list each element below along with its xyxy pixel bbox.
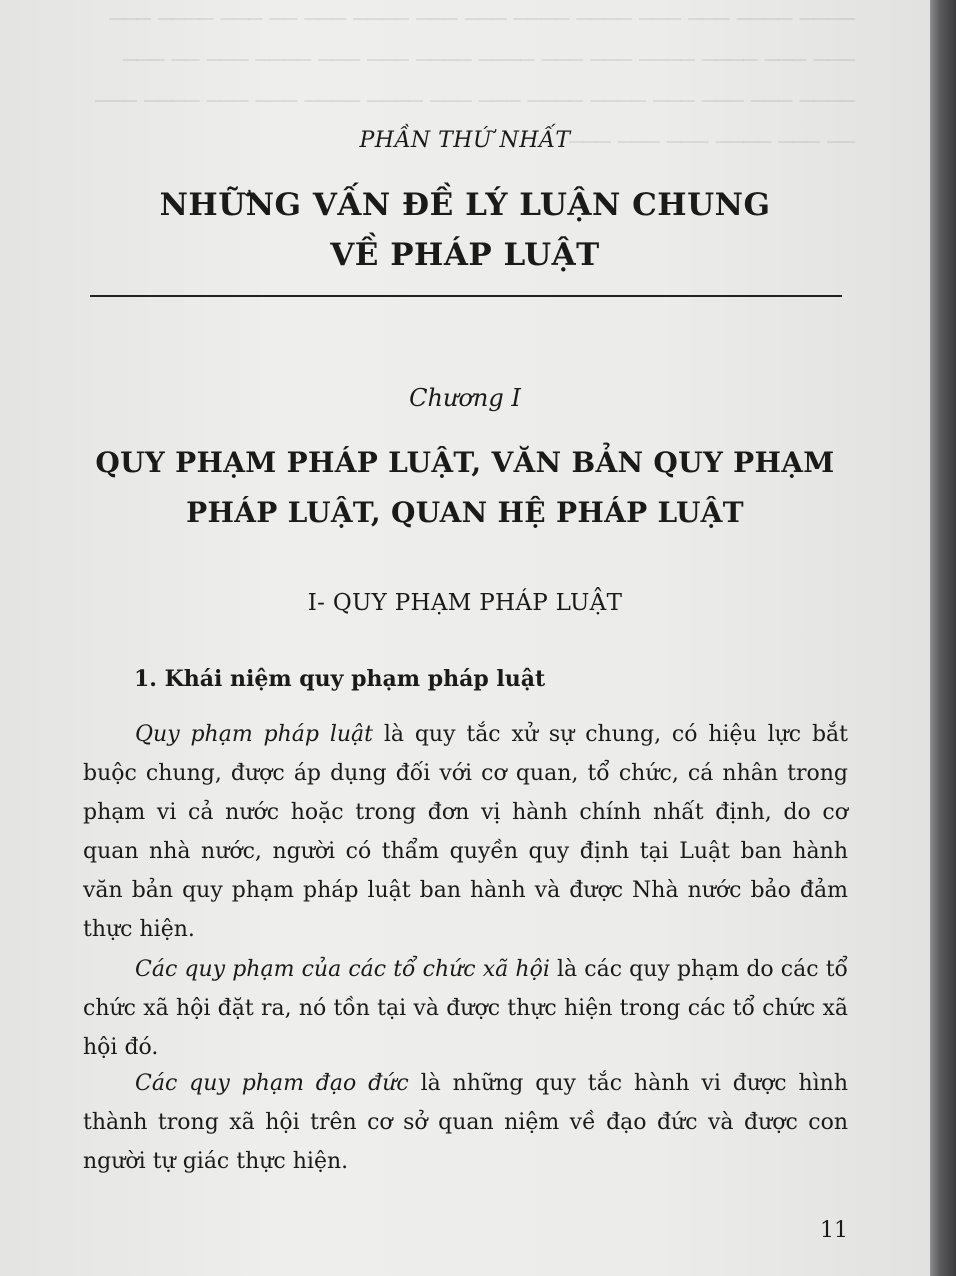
term-legal-norm: Quy phạm pháp luật bbox=[135, 722, 373, 747]
part-label: PHẦN THỨ NHẤT bbox=[359, 128, 571, 153]
book-spine-shadow bbox=[930, 0, 956, 1276]
subsection-title: 1. Khái niệm quy phạm pháp luật bbox=[134, 666, 546, 692]
part-title bbox=[0, 180, 930, 280]
divider-rule bbox=[90, 295, 842, 297]
paragraph-legal-norm bbox=[83, 715, 848, 949]
paragraph-moral-norm bbox=[83, 1064, 848, 1181]
term-social-org-norm: Các quy phạm của các tổ chức xã hội bbox=[135, 957, 550, 982]
chapter-title bbox=[0, 438, 930, 538]
definition-social-org-norm: là các quy phạm do các tổ chức xã hội đặt ra, nó tồn tại và được thực hiện trong các tổ chức xã hội đó. bbox=[83, 957, 848, 1060]
part-title-line-2: VỀ PHÁP LUẬT bbox=[330, 237, 600, 273]
chapter-title-line-2: PHÁP LUẬT, QUAN HỆ PHÁP LUẬT bbox=[186, 496, 744, 529]
definition-legal-norm: là quy tắc xử sự chung, có hiệu lực bắt buộc chung, được áp dụng đối với cơ quan, tổ chức, cá nhân trong phạm vi cả nước hoặc trong đơn vị hành chính nhất định, do cơ quan nhà nước, người có thẩm quyền quy định tại Luật ban hành văn bản quy phạm pháp luật ban hành và được Nhà nước bảo đảm thực hiện. bbox=[83, 722, 848, 942]
section-title: I- QUY PHẠM PHÁP LUẬT bbox=[307, 590, 623, 616]
term-moral-norm: Các quy phạm đạo đức bbox=[135, 1071, 409, 1096]
part-title-line-1: NHỮNG VẤN ĐỀ LÝ LUẬN CHUNG bbox=[159, 187, 771, 223]
paragraph-social-org-norm bbox=[83, 950, 848, 1067]
page-number: 11 bbox=[820, 1218, 848, 1243]
definition-moral-norm: là những quy tắc hành vi được hình thành trong xã hội trên cơ sở quan niệm về đạo đức và được con người tự giác thực hiện. bbox=[83, 1071, 849, 1174]
chapter-label: Chương I bbox=[409, 384, 521, 412]
bleed-through-text: ──── ──── ─── ─── ──── ──── ─── ─── ──── ─── ── ─── ──── ─── ─── ─── ──── ──── ─── ─── ──── ──── ─── ─── ──── ─── ── ─── ──── ─── ─── ─── ──── ──── ─── ─── ──── ──── ─── ─── ──── ─── ── ─── ──── ─── ─── ─── bbox=[95, 7, 855, 156]
chapter-title-line-1: QUY PHẠM PHÁP LUẬT, VĂN BẢN QUY PHẠM bbox=[95, 446, 835, 479]
